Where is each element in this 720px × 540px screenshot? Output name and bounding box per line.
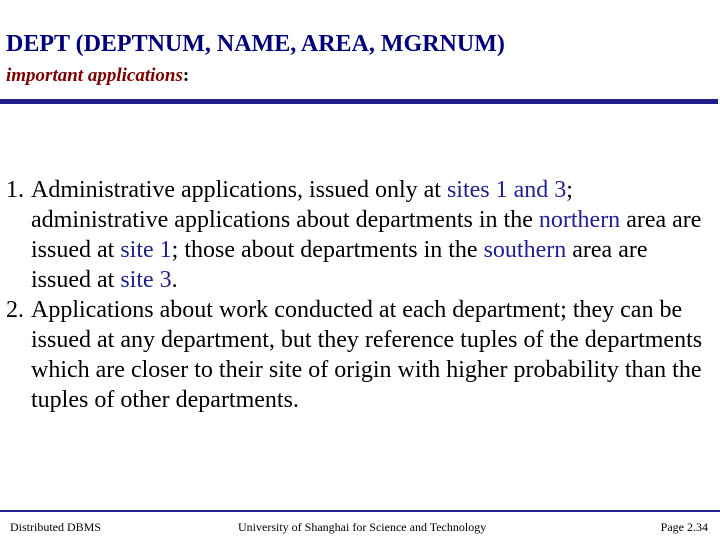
footer-page-number: Page 2.34 xyxy=(660,520,708,534)
slide-body xyxy=(6,175,710,415)
list-item-number: 1. xyxy=(6,177,24,203)
highlight-site-1: site 1 xyxy=(120,237,172,263)
highlight-northern: northern xyxy=(538,207,621,233)
list-item-1 xyxy=(6,175,710,295)
footer-divider xyxy=(0,510,720,512)
header-divider xyxy=(0,99,718,104)
highlight-site-3: site 3 xyxy=(120,267,172,293)
footer-university: University of Shanghai for Science and Technology xyxy=(238,520,487,534)
slide-title: DEPT (DEPTNUM, NAME, AREA, MGRNUM) xyxy=(6,31,505,57)
item-text: area are issued at xyxy=(31,207,702,263)
item-text: ; administrative applications about departments in the xyxy=(31,177,573,233)
footer-course: Distributed DBMS xyxy=(10,520,102,534)
subtitle-colon: : xyxy=(182,65,190,86)
subtitle-text: important applications xyxy=(6,65,183,86)
item-text: Applications about work conducted at each department; they can be issued at any department, but they reference tuples of the departments which are closer to their site of origin with higher probability than the tuples of other departments. xyxy=(31,297,703,413)
list-item-2 xyxy=(6,295,710,415)
item-text: area are issued at xyxy=(31,237,648,293)
item-text: . xyxy=(171,267,178,293)
highlight-southern: southern xyxy=(483,237,567,263)
slide-subtitle xyxy=(6,66,189,85)
list-item-number: 2. xyxy=(6,297,24,323)
item-text: ; those about departments in the xyxy=(171,237,484,263)
highlight-sites: sites 1 and 3 xyxy=(446,177,567,203)
item-text: Administrative applications, issued only at xyxy=(31,177,447,203)
